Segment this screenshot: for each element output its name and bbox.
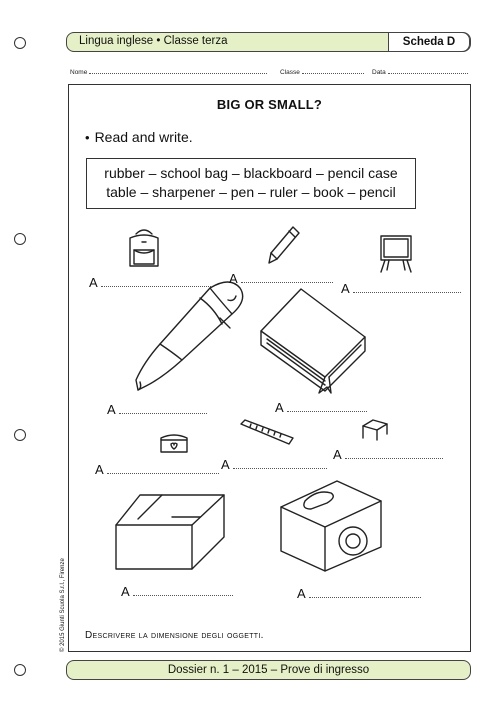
book-icon xyxy=(255,285,371,395)
name-field[interactable] xyxy=(70,68,267,76)
binder-hole-upper xyxy=(14,233,26,245)
footnote: Descrivere la dimensione degli oggetti. xyxy=(85,630,264,641)
subject-label: Lingua inglese • Classe terza xyxy=(79,35,228,47)
school-bag-icon xyxy=(122,226,166,270)
answer-line-book[interactable] xyxy=(275,400,367,415)
binder-hole-bottom xyxy=(14,664,26,676)
date-blank[interactable] xyxy=(388,68,468,74)
worksheet-title: BIG OR SMALL? xyxy=(216,97,323,112)
binder-hole-lower xyxy=(14,429,26,441)
class-blank[interactable] xyxy=(302,68,364,74)
rubber-icon xyxy=(112,489,230,575)
answer-blank[interactable] xyxy=(233,463,327,469)
answer-blank[interactable] xyxy=(287,406,367,412)
header-bar xyxy=(66,32,471,52)
sharpener-icon xyxy=(277,477,383,573)
answer-line-sharpener[interactable] xyxy=(297,586,421,601)
date-label: Data xyxy=(372,69,386,76)
answer-line-pencil-case[interactable] xyxy=(95,462,219,477)
blackboard-icon xyxy=(375,232,417,274)
instruction-text: Read and write. xyxy=(94,129,193,145)
answer-line-table[interactable] xyxy=(333,447,443,462)
instruction xyxy=(85,129,193,145)
class-field[interactable] xyxy=(280,68,364,76)
class-label: Classe xyxy=(280,69,300,76)
answer-prefix: A xyxy=(229,271,238,286)
word-bank-line-2: table – sharpener – pen – ruler – book – pencil xyxy=(106,184,396,200)
answer-prefix: A xyxy=(341,281,350,296)
date-field[interactable] xyxy=(372,68,468,76)
table-icon xyxy=(361,418,389,442)
answer-prefix: A xyxy=(221,457,230,472)
answer-line-pen[interactable] xyxy=(107,402,207,417)
answer-prefix: A xyxy=(95,462,104,477)
ruler-icon xyxy=(239,418,295,446)
answer-line-blackboard[interactable] xyxy=(341,281,461,296)
answer-blank[interactable] xyxy=(309,592,421,598)
answer-line-school-bag[interactable] xyxy=(89,275,211,290)
word-bank-line-1: rubber – school bag – blackboard – pencil case xyxy=(104,165,398,181)
answer-blank[interactable] xyxy=(353,287,461,293)
pencil-icon xyxy=(267,225,301,265)
name-label: Nome xyxy=(70,69,88,76)
answer-blank[interactable] xyxy=(107,468,219,474)
answer-prefix: A xyxy=(89,275,98,290)
answer-prefix: A xyxy=(121,584,130,599)
answer-prefix: A xyxy=(107,402,116,417)
footer-bar xyxy=(66,660,471,680)
answer-line-ruler[interactable] xyxy=(221,457,327,472)
answer-line-pencil[interactable] xyxy=(229,271,333,286)
name-blank[interactable] xyxy=(89,68,267,74)
answer-blank[interactable] xyxy=(345,453,443,459)
pencil-case-icon xyxy=(157,430,191,456)
answer-prefix: A xyxy=(297,586,306,601)
pen-icon xyxy=(122,278,247,398)
answer-line-rubber[interactable] xyxy=(121,584,233,599)
word-bank xyxy=(86,158,416,209)
answer-prefix: A xyxy=(275,400,284,415)
answer-blank[interactable] xyxy=(119,408,207,414)
answer-blank[interactable] xyxy=(241,277,333,283)
answer-prefix: A xyxy=(333,447,342,462)
worksheet-frame xyxy=(68,84,471,652)
bullet-icon: • xyxy=(85,130,90,145)
footer-text: Dossier n. 1 – 2015 – Prove di ingresso xyxy=(167,664,370,676)
sheet-label: Scheda D xyxy=(388,32,470,52)
copyright-notice: © 2015 Giunti Scuola S.r.l., Firenze xyxy=(60,558,66,652)
binder-hole-top xyxy=(14,37,26,49)
answer-blank[interactable] xyxy=(133,590,233,596)
answer-blank[interactable] xyxy=(101,281,211,287)
